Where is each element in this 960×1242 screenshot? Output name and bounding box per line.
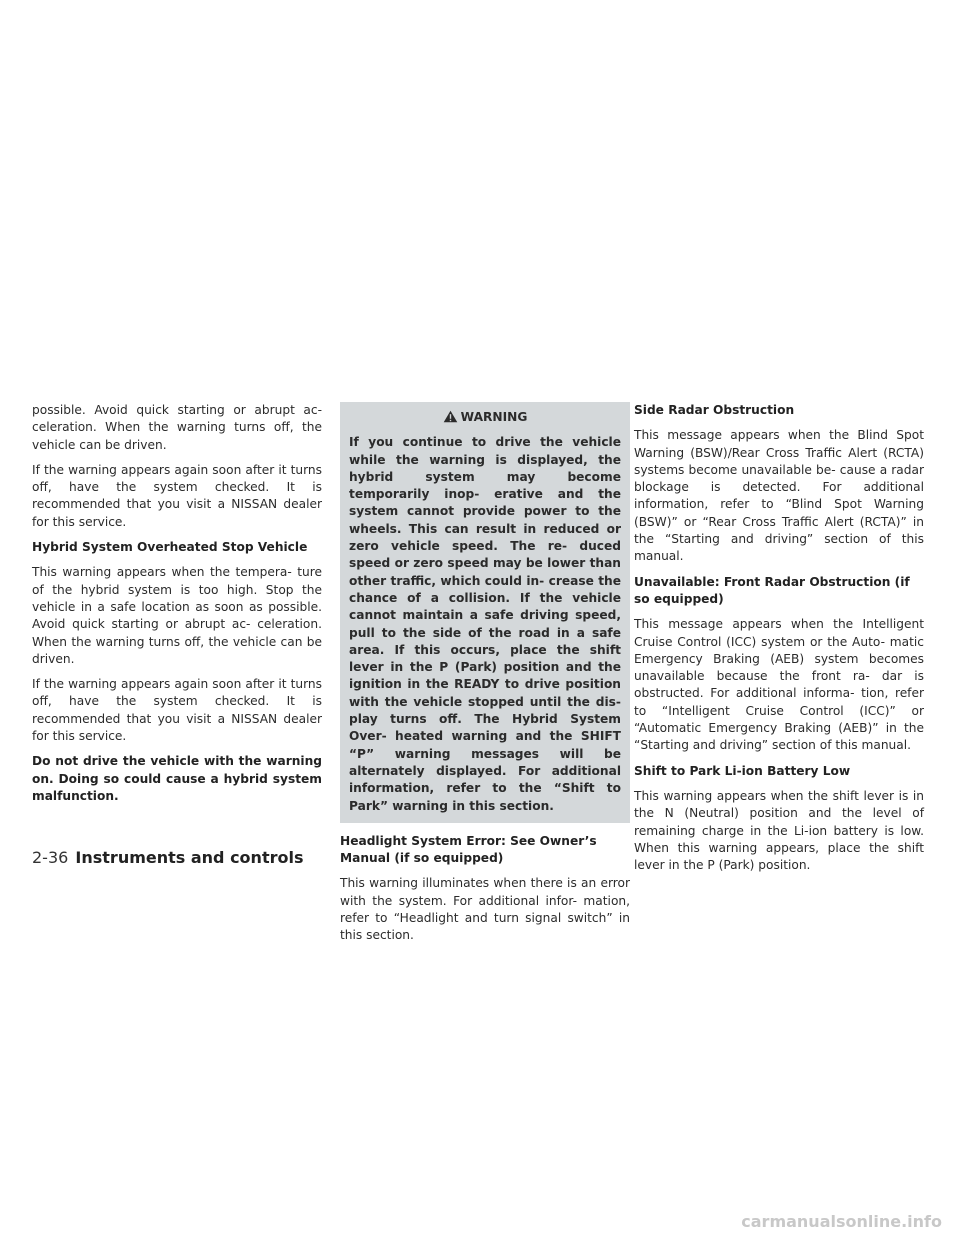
paragraph: If the warning appears again soon after it turns off, have the system checked. It is recommended that you visit a NISSAN dealer for this service. [32, 462, 322, 529]
column-1 [32, 402, 322, 805]
paragraph: This warning appears when the shift lever is in the N (Neutral) position and the level of remaining charge in the Li-ion battery is low. When this warning appears, place the shift lever in the P (Park) position. [634, 788, 924, 873]
section-heading: Hybrid System Overheated Stop Vehicle [32, 540, 308, 555]
paragraph: If the warning appears again soon after it turns off, have the system checked. It is recommended that you visit a NISSAN dealer for this service. [32, 677, 322, 744]
page-number: 2-36 [32, 848, 69, 867]
warning-box [340, 402, 630, 823]
column-2 [340, 402, 630, 953]
page-footer [32, 848, 303, 867]
warning-label: WARNING [460, 410, 528, 424]
warning-text: If you continue to drive the vehicle while the warning is displayed, the hybrid system may become temporarily inop- erative and the system cannot provide power to the wheels. This can result in reduced or zero vehicle speed. The re- duced speed or zero speed may be lower than other traffic, which could in- crease the chance of a collision. If the vehicle cannot maintain a safe driving speed, pull to the side of the road in a safe area. If this occurs, place the shift lever in the P (Park) position and the ignition in the READY to drive position with the vehicle stopped until the dis- play turns off. The Hybrid System Over- heated warning and the SHIFT “P” warning messages will be alternately displayed. For additional information, refer to the “Shift to Park” warning in this section. [349, 435, 621, 813]
warning-header [349, 409, 621, 428]
column-3 [634, 402, 924, 882]
paragraph: This warning appears when the tempera- ture of the hybrid system is too high. Stop the vehicle in a safe location as soon as possible. Avoid quick starting or abrupt ac- celeration. When the warning turns off, the vehicle can be driven. [32, 565, 322, 666]
section-heading: Shift to Park Li-ion Battery Low [634, 763, 851, 778]
paragraph: This message appears when the Intelligent Cruise Control (ICC) system or the Auto- matic Emergency Braking (AEB) system becomes unavailable because the front ra- dar is obstructed. For additional informa- tion, refer to “Intelligent Cruise Control (ICC)” or “Automatic Emergency Braking (AEB)” in the “Starting and driving” section of this manual. [634, 617, 924, 753]
watermark: carmanualsonline.info [741, 1212, 942, 1231]
paragraph: This message appears when the Blind Spot Warning (BSW)/Rear Cross Traffic Alert (RCTA) systems become unavailable be- cause a radar blockage is detected. For additional information, refer to “Blind Spot Warning (BSW)” or “Rear Cross Traffic Alert (RCTA)” in the “Starting and driving” section of this manual. [634, 428, 924, 564]
warning-triangle-icon [443, 410, 458, 428]
bold-note: Do not drive the vehicle with the warning on. Doing so could cause a hybrid system malfunction. [32, 754, 322, 803]
section-heading: Side Radar Obstruction [634, 403, 795, 417]
section-title: Instruments and controls [75, 848, 304, 867]
section-heading: Unavailable: Front Radar Obstruction (if so equipped) [634, 574, 910, 606]
paragraph: possible. Avoid quick starting or abrupt ac- celeration. When the warning turns off, the vehicle can be driven. [32, 403, 322, 452]
section-heading: Headlight System Error: See Owner’s Manual (if so equipped) [340, 833, 597, 866]
paragraph: This warning illuminates when there is an error with the system. For additional infor- mation, refer to “Headlight and turn signal switch” in this section. [340, 876, 630, 943]
